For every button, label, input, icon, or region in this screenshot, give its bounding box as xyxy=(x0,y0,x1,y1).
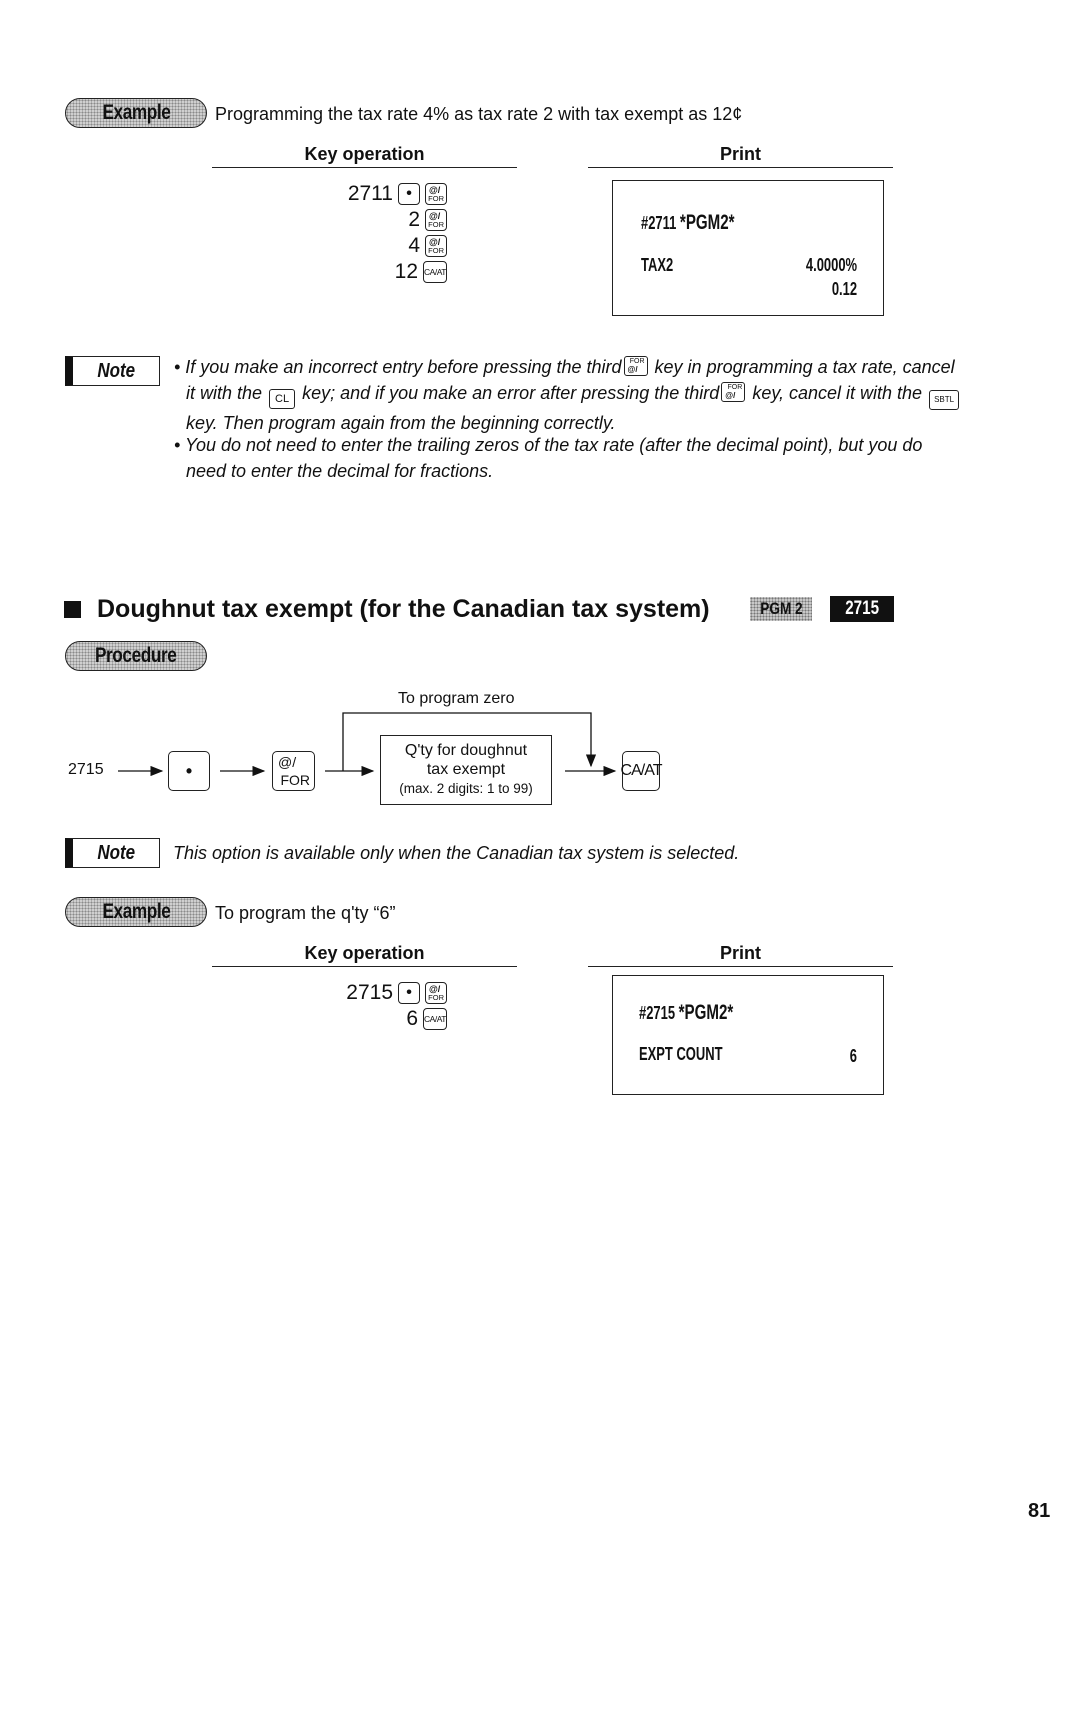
example-badge-label: Example xyxy=(102,101,170,124)
receipt-code: #2711 xyxy=(641,213,677,233)
note-bullet-1: • If you make an incorrect entry before pressing the third @/ FOR key in programming a tax rate, cancel it with the CL key; and if you make an error after pressing the third @/ FOR key, cancel it with the SBTL key. Then program again from the beginning correctly. xyxy=(174,354,1054,436)
key-operation-header: Key operation xyxy=(212,943,517,967)
receipt-label: TAX2 xyxy=(641,255,674,275)
page-number: 81 xyxy=(1028,1500,1051,1522)
section-title: Doughnut tax exempt (for the Canadian tax system) xyxy=(97,595,710,623)
at-for-key-icon: @/ FOR xyxy=(721,382,745,402)
key-number: 4 xyxy=(408,234,420,257)
sbtl-key-icon: SBTL xyxy=(929,390,959,410)
qty-input-box: Q'ty for doughnut tax exempt (max. 2 digits: 1 to 99) xyxy=(380,735,552,805)
at-for-key-icon: @/ FOR xyxy=(425,183,447,205)
receipt-value: 6 xyxy=(849,1046,857,1066)
note-bullet-2: • You do not need to enter the trailing zeros of the tax rate (after the decimal point), but you do need to enter the decimal for fractions. xyxy=(174,435,923,481)
key-number: 2 xyxy=(408,208,420,231)
start-code: 2715 xyxy=(68,761,104,778)
dot-key-icon: • xyxy=(168,751,210,791)
receipt-mode: *PGM2* xyxy=(678,1001,734,1024)
receipt-code: #2715 xyxy=(639,1003,676,1023)
key-line xyxy=(406,1007,452,1031)
dot-key-icon: • xyxy=(398,183,420,205)
ca-at-key-icon: CA/AT xyxy=(622,751,660,791)
at-for-key-icon: @/ FOR xyxy=(425,982,447,1004)
dot-key-icon: • xyxy=(398,982,420,1004)
example-description: To program the q'ty “6” xyxy=(215,903,396,923)
receipt-print xyxy=(612,975,884,1095)
procedure-badge: Procedure xyxy=(65,641,207,671)
at-for-key-icon: @/ FOR xyxy=(425,209,447,231)
note-badge: Note xyxy=(65,838,160,868)
mode-tag: PGM 2 xyxy=(750,597,812,621)
key-line xyxy=(346,981,452,1005)
ca-at-key-icon: CA/AT xyxy=(423,261,447,283)
receipt-label: EXPT COUNT xyxy=(639,1044,723,1064)
key-number: 2711 xyxy=(347,182,393,205)
at-for-key-icon: @/ FOR xyxy=(624,356,648,376)
ca-at-key-icon: CA/AT xyxy=(423,1008,447,1030)
receipt-mode: *PGM2* xyxy=(679,211,735,234)
key-number: 6 xyxy=(406,1007,418,1030)
bypass-label: To program zero xyxy=(398,690,515,707)
receipt-header xyxy=(639,1001,733,1025)
key-number: 12 xyxy=(394,260,418,283)
receipt-rate: 4.0000% xyxy=(805,255,857,275)
key-number: 2715 xyxy=(346,981,393,1004)
job-code-tag: 2715 xyxy=(830,596,894,622)
example-badge: Example xyxy=(65,897,207,927)
note-text: This option is available only when the Canadian tax system is selected. xyxy=(173,843,740,863)
at-for-key-icon: @/ FOR xyxy=(425,235,447,257)
at-for-key-icon: @/ FOR xyxy=(272,751,315,791)
cl-key-icon: CL xyxy=(269,389,295,409)
receipt-exempt: 0.12 xyxy=(831,279,857,299)
print-header: Print xyxy=(588,144,893,168)
print-header: Print xyxy=(588,943,893,967)
key-operation-header: Key operation xyxy=(212,144,517,168)
note-badge: Note xyxy=(65,356,160,386)
example-description: Programming the tax rate 4% as tax rate 2 with tax exempt as 12¢ xyxy=(215,104,743,124)
